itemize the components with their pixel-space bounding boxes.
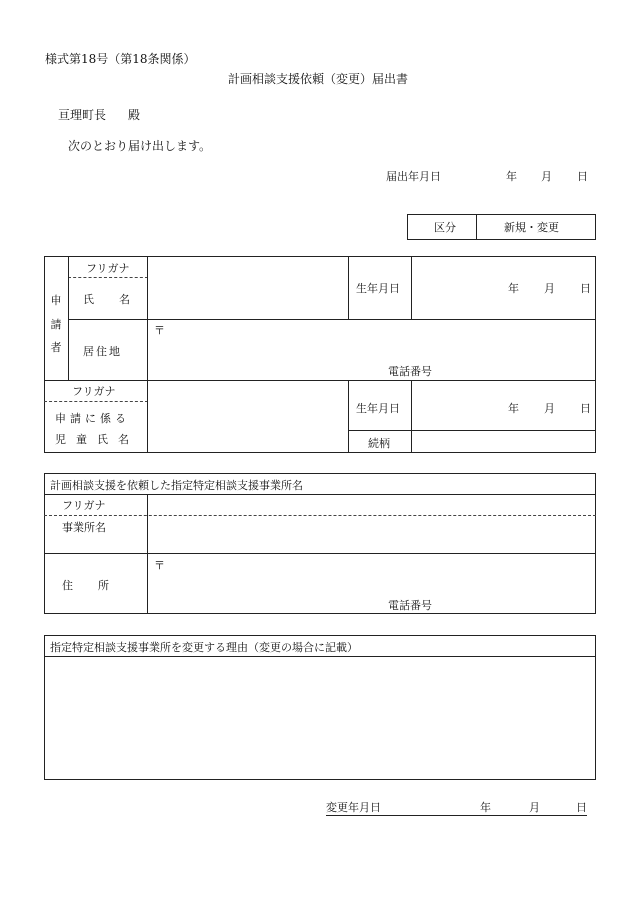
change-date-label: 変更年月日: [326, 801, 381, 814]
applicant-child-separator: [44, 380, 596, 381]
applicant-birth-year: 年: [508, 282, 519, 295]
submit-date-label: 届出年月日: [386, 170, 441, 183]
applicant-birth-label: 生年月日: [356, 282, 400, 295]
child-birth-label: 生年月日: [356, 402, 400, 415]
form-title: 計画相談支援依頼（変更）届出書: [228, 72, 409, 86]
child-furigana-dash: [44, 401, 148, 402]
child-birth-divider-left: [348, 380, 349, 453]
change-date-year: 年: [480, 801, 491, 814]
child-birth-year: 年: [508, 402, 519, 415]
child-label-line1: 申請に係る: [55, 412, 130, 425]
office-postal-mark: 〒: [154, 559, 165, 572]
office-section-title: 計画相談支援を依頼した指定特定相談支援事業所名: [50, 479, 303, 492]
office-name-address-separator: [44, 553, 596, 554]
child-relation-label: 続柄: [368, 437, 390, 450]
office-address-label: 住 所: [62, 579, 110, 592]
addressee-honorific: 殿: [128, 108, 141, 122]
applicant-birth-divider-left: [348, 256, 349, 319]
applicant-birth-month: 月: [544, 282, 555, 295]
office-phone-label: 電話番号: [388, 599, 432, 612]
reason-section-title: 指定特定相談支援事業所を変更する理由（変更の場合に記載）: [50, 641, 358, 654]
submit-date-year: 年: [506, 170, 517, 183]
category-divider: [476, 214, 477, 240]
applicant-postal-mark: 〒: [154, 324, 165, 337]
birth-relation-separator: [348, 430, 596, 431]
change-date-day: 日: [576, 801, 587, 814]
reason-text-area[interactable]: [46, 658, 594, 778]
applicant-address-label: 居住地: [83, 345, 122, 358]
applicant-phone-label: 電話番号: [388, 365, 432, 378]
addressee: 亘理町長: [58, 108, 107, 122]
intro-text: 次のとおり届け出します。: [68, 139, 212, 153]
reason-title-separator: [44, 656, 596, 657]
office-furigana-dash: [44, 515, 596, 516]
label-column-divider: [147, 256, 148, 453]
child-birth-divider-right: [411, 380, 412, 453]
child-birth-day: 日: [580, 402, 591, 415]
applicant-birth-divider-right: [411, 256, 412, 319]
change-date-underline: [326, 815, 587, 816]
office-name-label: 事業所名: [62, 521, 106, 534]
side-label-divider: [68, 256, 69, 380]
applicant-side-label: 申 請 者: [50, 294, 62, 355]
child-label-line2: 児童氏名: [55, 433, 139, 446]
category-value[interactable]: 新規・変更: [504, 221, 559, 234]
office-title-separator: [44, 494, 596, 495]
applicant-furigana-dash: [68, 277, 148, 278]
change-date-month: 月: [529, 801, 540, 814]
submit-date-month: 月: [541, 170, 552, 183]
category-label: 区分: [434, 221, 456, 234]
office-label-divider: [147, 494, 148, 614]
child-birth-month: 月: [544, 402, 555, 415]
applicant-furigana-label: フリガナ: [86, 262, 130, 275]
child-furigana-label: フリガナ: [72, 385, 116, 398]
applicant-birth-day: 日: [580, 282, 591, 295]
form-number: 様式第18号（第18条関係）: [45, 52, 196, 66]
applicant-name-label: 氏 名: [83, 293, 131, 306]
submit-date-day: 日: [577, 170, 588, 183]
office-furigana-label: フリガナ: [62, 499, 106, 512]
